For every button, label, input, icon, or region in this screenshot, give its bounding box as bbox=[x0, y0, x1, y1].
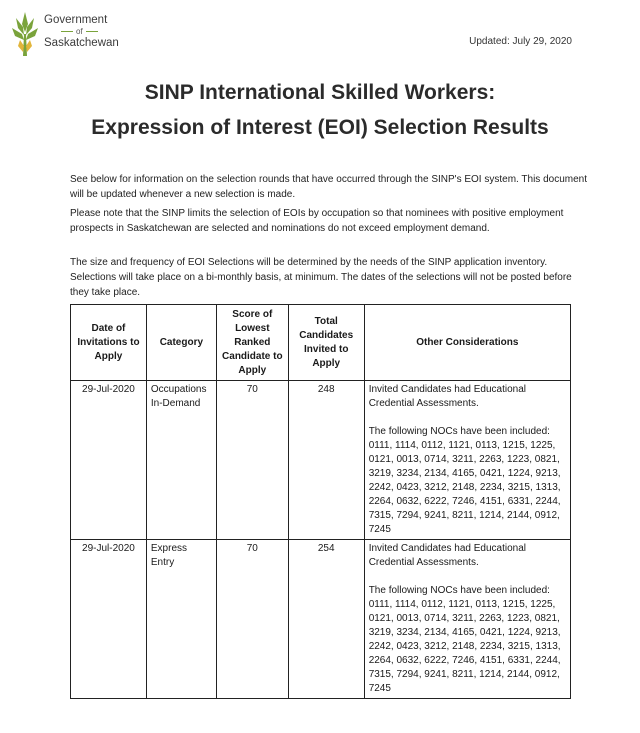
logo-line-2: of bbox=[44, 27, 119, 37]
row-date: 29-Jul-2020 bbox=[71, 540, 147, 699]
row-category: Occupations In-Demand bbox=[146, 381, 216, 540]
title-line-1: SINP International Skilled Workers: bbox=[144, 81, 496, 104]
selection-results-table bbox=[70, 304, 571, 699]
considerations-ecas: Invited Candidates had Educational Credential Assessments. bbox=[368, 543, 527, 568]
considerations-nocs: The following NOCs have been included: 0111, 1114, 0112, 1121, 0113, 1215, 1225, 0121, 0013, 0714, 3211, 2263, 1223, 0821, 3219, 3234, 2134, 4165, 0421, 1224, 9213, 2242, 0423, 3212, 2148, 2234, 3215, 1313, 2264, 0632, 6222, 7246, 4151, 6331, 2244, 7315, 7294, 9241, 8211, 1214, 2144, 0912, 7245 bbox=[368, 426, 561, 535]
title-line-2: Expression of Interest (EOI) Selection Results bbox=[91, 116, 549, 139]
considerations-nocs: The following NOCs have been included: 0111, 1114, 0112, 1121, 0113, 1215, 1225, 0121, 0013, 0714, 3211, 2263, 1223, 0821, 3219, 3234, 2134, 4165, 0421, 1224, 9213, 2242, 0423, 3212, 2148, 2234, 3215, 1313, 2264, 0632, 6222, 7246, 4151, 6331, 2244, 7315, 7294, 9241, 8211, 1214, 2144, 0912, 7245 bbox=[368, 585, 561, 694]
header-other: Other Considerations bbox=[364, 305, 570, 381]
header-total: Total Candidates Invited to Apply bbox=[288, 305, 364, 381]
limits-paragraph: Please note that the SINP limits the selection of EOIs by occupation so that nominees with positive employment prospects in Saskatchewan are selected and nominations do not exceed employment demand. bbox=[70, 208, 564, 234]
row-total: 254 bbox=[288, 540, 364, 699]
header-score: Score of Lowest Ranked Candidate to Apply bbox=[216, 305, 288, 381]
table-row bbox=[71, 540, 571, 699]
frequency-paragraph: The size and frequency of EOI Selections will be determined by the needs of the SINP application inventory. Selections will take place on a bi-monthly basis, at minimum. The dates of the selections will not be posted before they take place. bbox=[70, 257, 572, 298]
header-category: Category bbox=[146, 305, 216, 381]
row-date: 29-Jul-2020 bbox=[71, 381, 147, 540]
row-considerations bbox=[364, 540, 570, 699]
intro-paragraph: See below for information on the selection rounds that have occurred through the SINP's EOI system. This document will be updated whenever a new selection is made. bbox=[70, 174, 587, 200]
logo-line-3: Saskatchewan bbox=[44, 37, 119, 49]
header-date: Date of Invitations to Apply bbox=[71, 305, 147, 381]
considerations-ecas: Invited Candidates had Educational Credential Assessments. bbox=[368, 384, 527, 409]
page-title bbox=[0, 75, 640, 145]
row-category: Express Entry bbox=[146, 540, 216, 699]
table-header-row bbox=[71, 305, 571, 381]
logo-line-1: Government bbox=[44, 14, 108, 26]
row-score: 70 bbox=[216, 381, 288, 540]
row-considerations bbox=[364, 381, 570, 540]
updated-date: Updated: July 29, 2020 bbox=[469, 36, 572, 47]
row-total: 248 bbox=[288, 381, 364, 540]
wheat-sheaf-icon bbox=[10, 10, 40, 58]
government-logo bbox=[10, 10, 125, 60]
row-score: 70 bbox=[216, 540, 288, 699]
table-row bbox=[71, 381, 571, 540]
